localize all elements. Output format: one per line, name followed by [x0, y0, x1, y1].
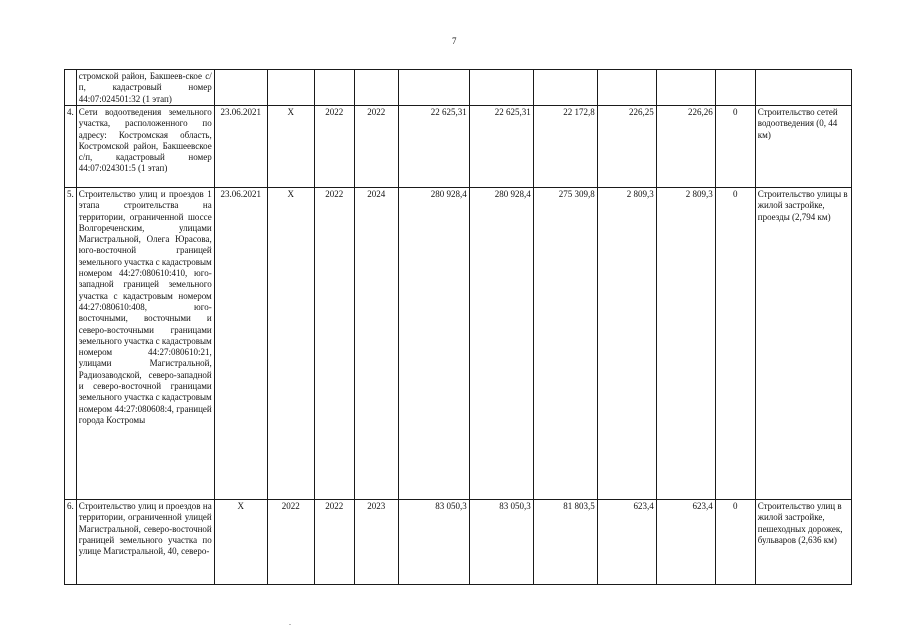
- amount-cell: 83 050,3: [469, 500, 533, 585]
- amount-cell: [398, 70, 469, 106]
- cell: 0: [715, 106, 755, 188]
- table-row: [65, 70, 852, 106]
- table-row: [65, 106, 852, 188]
- amount-cell: 280 928,4: [469, 188, 533, 500]
- amount-cell: [469, 70, 533, 106]
- result-cell: Строительство улицы в жилой застройке, проезды (2,794 км): [755, 188, 851, 500]
- amount-cell: 81 803,5: [533, 500, 597, 585]
- object-description: Сети водоотведения земельного участка, расположенного по адресу: Костромская область, Костромской район, Бакшеевское с/п, кадастровый номер 44:07:024301:5 (1 этап): [76, 106, 214, 188]
- amount-cell: 623,4: [597, 500, 656, 585]
- cell: 2022: [267, 500, 314, 585]
- amount-cell: 2 809,3: [656, 188, 715, 500]
- result-cell: Строительство сетей водоотведения (0, 44 км): [755, 106, 851, 188]
- date-cell: Х: [214, 500, 267, 585]
- scan-artifact: [289, 624, 291, 625]
- amount-cell: 22 625,31: [398, 106, 469, 188]
- table-row: [65, 188, 852, 500]
- amount-cell: 22 172,8: [533, 106, 597, 188]
- row-number: 5.: [65, 188, 77, 500]
- cell: [715, 70, 755, 106]
- cell: 2022: [314, 500, 354, 585]
- cell: [314, 70, 354, 106]
- amount-cell: [656, 70, 715, 106]
- amount-cell: 226,25: [597, 106, 656, 188]
- amount-cell: 275 309,8: [533, 188, 597, 500]
- date-cell: 23.06.2021: [214, 188, 267, 500]
- cell: [354, 70, 398, 106]
- result-cell: Строительство улиц в жилой застройке, пешеходных дорожек, бульваров (2,636 км): [755, 500, 851, 585]
- amount-cell: 280 928,4: [398, 188, 469, 500]
- amount-cell: 623,4: [656, 500, 715, 585]
- row-number: [65, 70, 77, 106]
- cell: 0: [715, 188, 755, 500]
- row-number: 6.: [65, 500, 77, 585]
- cell: 2024: [354, 188, 398, 500]
- amount-cell: [597, 70, 656, 106]
- cell: [267, 70, 314, 106]
- amount-cell: 226,26: [656, 106, 715, 188]
- table-row: [65, 500, 852, 585]
- amount-cell: 83 050,3: [398, 500, 469, 585]
- cell: 2022: [314, 188, 354, 500]
- cell: 0: [715, 500, 755, 585]
- object-description: стромской район, Бакшеев-ское с/п, кадастровый номер 44:07:024501:32 (1 этап): [76, 70, 214, 106]
- result-cell: [755, 70, 851, 106]
- row-number: 4.: [65, 106, 77, 188]
- cell: 2022: [354, 106, 398, 188]
- amount-cell: 22 625,31: [469, 106, 533, 188]
- date-cell: 23.06.2021: [214, 106, 267, 188]
- cell: Х: [267, 106, 314, 188]
- cell: 2023: [354, 500, 398, 585]
- cell: Х: [267, 188, 314, 500]
- amount-cell: [533, 70, 597, 106]
- page-number: 7: [452, 36, 457, 46]
- object-description: Строительство улиц и проездов 1 этапа строительства на территории, ограниченной шоссе Волгореченским, улицами Магистральной, Олега Юрасова, юго-восточной границей земельного участка с кадастровым номером 44:27:080610:410, юго-западной границей земельного участка с кадастровым номером 44:27:080610:408, юго-восточными, восточными и северо-восточными границами земельного участка с кадастровым номером 44:27:080610:21, улицами Магистральной, Радиозаводской, северо-западной и северо-восточной границами земельного участка с кадастровым номером 44:27:080608:4, границей города Костромы: [76, 188, 214, 500]
- date-cell: [214, 70, 267, 106]
- cell: 2022: [314, 106, 354, 188]
- data-table: [64, 69, 852, 585]
- amount-cell: 2 809,3: [597, 188, 656, 500]
- object-description: Строительство улиц и проездов на территории, ограниченной улицей Магистральной, северо-восточной границей земельного участка по улице Магистральной, 40, северо-: [76, 500, 214, 585]
